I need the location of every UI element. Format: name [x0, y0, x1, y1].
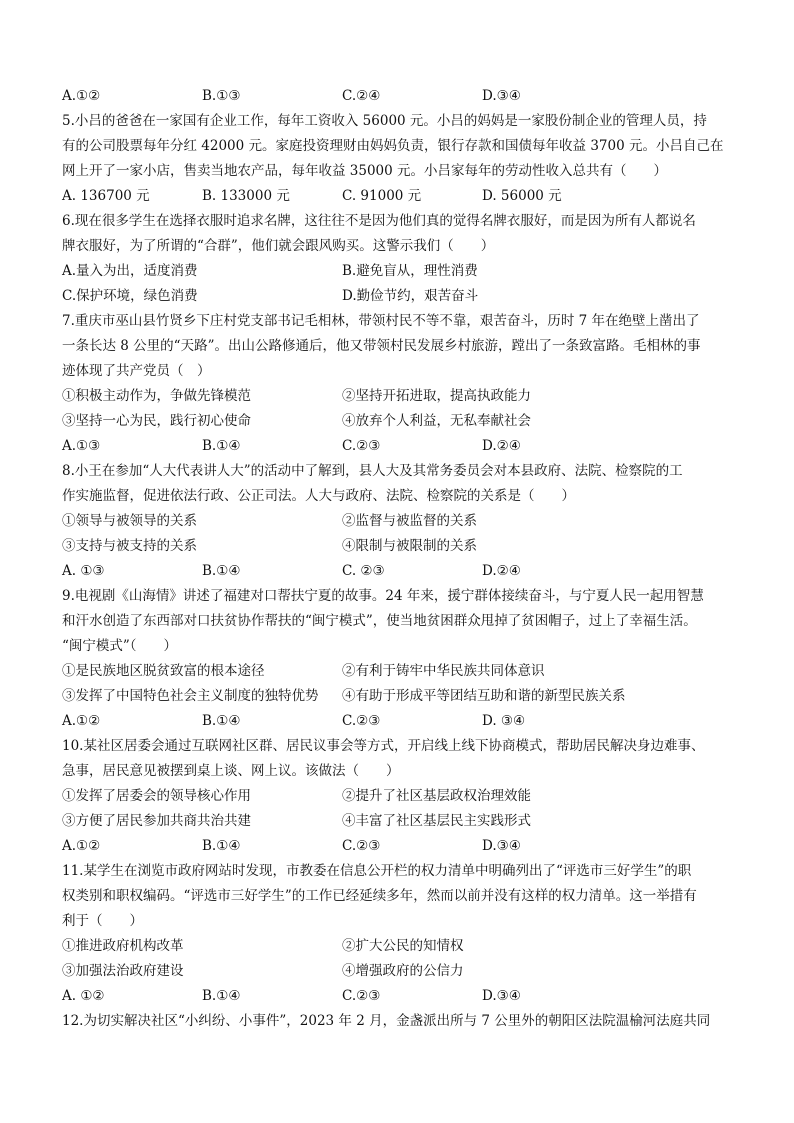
q9-stem-line: 9.电视剧《山海情》讲述了福建对口帮扶宁夏的故事。24 年来，援宁群体接续奋斗，与宁夏人民一起用智慧 — [62, 588, 704, 604]
q6-options-row — [62, 284, 742, 309]
q7-option-d[interactable]: D.②④ — [482, 438, 521, 454]
q8-option-d[interactable]: D.②④ — [482, 563, 521, 579]
q8-statement-2: ②监督与被监督的关系 — [342, 513, 477, 529]
question-7 — [62, 309, 742, 459]
q9-stem-line: “闽宁模式”（ ） — [62, 638, 178, 654]
q7-statement-4: ④放弃个人利益，无私奉献社会 — [342, 413, 531, 429]
q10-option-c[interactable]: C.②③ — [342, 838, 381, 854]
q5-option-d[interactable]: D. 56000 元 — [482, 188, 562, 204]
q10-stem-line: 10.某社区居委会通过互联网社区群、居民议事会等方式，开启线上线下协商模式，帮助居民解决身边难事、 — [62, 738, 705, 754]
q6-option-a[interactable]: A.量入为出，适度消费 — [62, 263, 198, 279]
q11-statement-3: ③加强法治政府建设 — [62, 963, 184, 979]
q5-options — [62, 184, 742, 209]
q10-option-d[interactable]: D.③④ — [482, 838, 521, 854]
q10-statement-3: ③方便了居民参加共商共治共建 — [62, 813, 251, 829]
question-12 — [62, 1009, 742, 1034]
q6-stem-line: 牌衣服好，为了所谓的“合群”，他们就会跟风购买。这警示我们（ ） — [62, 238, 495, 254]
q7-statement-3: ③坚持一心为民，践行初心使命 — [62, 413, 251, 429]
q6-option-d[interactable]: D.勤俭节约，艰苦奋斗 — [342, 288, 479, 304]
question-10 — [62, 734, 742, 859]
q9-statements-row — [62, 684, 742, 709]
q9-options — [62, 709, 742, 734]
q10-options — [62, 834, 742, 859]
question-6 — [62, 209, 742, 309]
q10-option-a[interactable]: A.①② — [62, 838, 101, 854]
q12-stem-line: 12.为切实解决社区“小纠纷、小事件”，2023 年 2 月，金盏派出所与 7 公里外的朝阳区法院温榆河法庭共同 — [62, 1013, 711, 1029]
q9-statement-1: ①是民族地区脱贫致富的根本途径 — [62, 663, 265, 679]
q9-statement-4: ④有助于形成平等团结互助和谐的新型民族关系 — [342, 688, 626, 704]
q7-options — [62, 434, 742, 459]
q9-option-b[interactable]: B.①④ — [202, 713, 241, 729]
q11-statement-2: ②扩大公民的知情权 — [342, 938, 464, 954]
q7-option-b[interactable]: B.①④ — [202, 438, 241, 454]
q7-stem-line: 7.重庆市巫山县竹贤乡下庄村党支部书记毛相林，带领村民不等不靠，艰苦奋斗，历时 7 年在绝壁上凿出了 — [62, 313, 700, 329]
q7-option-c[interactable]: C.②③ — [342, 438, 381, 454]
q11-stem-line: 权类别和职权编码。“评选市三好学生”的工作已经延续多年，然而以前并没有这样的权力清单。这一举措有 — [62, 888, 697, 904]
q7-statement-2: ②坚持开拓进取，提高执政能力 — [342, 388, 531, 404]
q11-option-d[interactable]: D.③④ — [482, 988, 521, 1004]
q11-statement-1: ①推进政府机构改革 — [62, 938, 184, 954]
q11-statement-4: ④增强政府的公信力 — [342, 963, 464, 979]
q4-options — [62, 84, 742, 109]
q8-statement-4: ④限制与被限制的关系 — [342, 538, 477, 554]
q8-statement-3: ③支持与被支持的关系 — [62, 538, 197, 554]
q5-stem-line: 5.小吕的爸爸在一家国有企业工作，每年工资收入 56000 元。小吕的妈妈是一家股份制企业的管理人员，持 — [62, 113, 707, 129]
q8-statements-row — [62, 534, 742, 559]
question-8 — [62, 459, 742, 584]
q5-stem-line: 有的公司股票每年分红 42000 元。家庭投资理财由妈妈负责，银行存款和国债每年收益 3700 元。小吕自己在 — [62, 138, 724, 154]
q8-stem-line: 作实施监督，促进依法行政、公正司法。人大与政府、法院、检察院的关系是（ ） — [62, 488, 575, 504]
q7-statement-1: ①积极主动作为，争做先锋模范 — [62, 388, 251, 404]
q9-stem-line: 和汗水创造了东西部对口扶贫协作帮扶的“闽宁模式”，使当地贫困群众甩掉了贫困帽子，过上了幸福生活。 — [62, 613, 697, 629]
exam-page — [62, 84, 742, 1034]
q8-stem-line: 8.小王在参加“人大代表讲人大”的活动中了解到，县人大及其常务委员会对本县政府、法院、检察院的工 — [62, 463, 683, 479]
q7-option-a[interactable]: A.①③ — [62, 438, 101, 454]
q4-option-c[interactable]: C.②④ — [342, 88, 381, 104]
q6-options-row — [62, 259, 742, 284]
q6-stem-line: 6.现在很多学生在选择衣服时追求名牌，这往往不是因为他们真的觉得名牌衣服好，而是因为所有人都说名 — [62, 213, 696, 229]
q9-statement-2: ②有利于铸牢中华民族共同体意识 — [342, 663, 545, 679]
q5-option-a[interactable]: A. 136700 元 — [62, 188, 150, 204]
q7-statements-row — [62, 409, 742, 434]
q10-stem-line: 急事，居民意见被摆到桌上谈、网上议。该做法（ ） — [62, 763, 400, 779]
question-9 — [62, 584, 742, 734]
q10-statements-row — [62, 809, 742, 834]
q10-statement-2: ②提升了社区基层政权治理效能 — [342, 788, 531, 804]
q8-option-a[interactable]: A. ①③ — [62, 563, 105, 579]
q8-statement-1: ①领导与被领导的关系 — [62, 513, 197, 529]
q9-option-c[interactable]: C.②③ — [342, 713, 381, 729]
q4-option-d[interactable]: D.③④ — [482, 88, 521, 104]
q11-option-b[interactable]: B.①④ — [202, 988, 241, 1004]
q8-option-c[interactable]: C. ②③ — [342, 563, 385, 579]
q5-option-c[interactable]: C. 91000 元 — [342, 188, 422, 204]
q10-statements-row — [62, 784, 742, 809]
q7-statements-row — [62, 384, 742, 409]
q5-stem-line: 网上开了一家小店，售卖当地农产品，每年收益 35000 元。小吕家每年的劳动性收入总共有（ ） — [62, 163, 668, 179]
q9-option-a[interactable]: A.①② — [62, 713, 101, 729]
q9-option-d[interactable]: D. ③④ — [482, 713, 526, 729]
q7-stem-line: 一条长达 8 公里的“天路”。出山公路修通后，他又带领村民发展乡村旅游，蹚出了一条致富路。毛相林的事 — [62, 338, 701, 354]
q11-stem-line: 利于（ ） — [62, 913, 143, 929]
q9-statements-row — [62, 659, 742, 684]
q8-options — [62, 559, 742, 584]
q11-option-a[interactable]: A. ①② — [62, 988, 105, 1004]
q8-statements-row — [62, 509, 742, 534]
q6-option-b[interactable]: B.避免盲从，理性消费 — [342, 263, 478, 279]
q6-option-c[interactable]: C.保护环境，绿色消费 — [62, 288, 198, 304]
q7-stem-line: 迹体现了共产党员（ ） — [62, 363, 211, 379]
q4-option-b[interactable]: B.①③ — [202, 88, 241, 104]
q5-option-b[interactable]: B. 133000 元 — [202, 188, 290, 204]
q11-option-c[interactable]: C.②③ — [342, 988, 381, 1004]
q4-option-a[interactable]: A.①② — [62, 88, 101, 104]
q8-option-b[interactable]: B.①④ — [202, 563, 241, 579]
q9-statement-3: ③发挥了中国特色社会主义制度的独特优势 — [62, 688, 319, 704]
q10-statement-4: ④丰富了社区基层民主实践形式 — [342, 813, 531, 829]
q11-options — [62, 984, 742, 1009]
q11-statements-row — [62, 934, 742, 959]
q10-statement-1: ①发挥了居委会的领导核心作用 — [62, 788, 251, 804]
question-11 — [62, 859, 742, 1009]
question-5 — [62, 109, 742, 209]
q10-option-b[interactable]: B.①④ — [202, 838, 241, 854]
q11-stem-line: 11.某学生在浏览市政府网站时发现，市教委在信息公开栏的权力清单中明确列出了“评选市三好学生”的职 — [62, 863, 692, 879]
q11-statements-row — [62, 959, 742, 984]
